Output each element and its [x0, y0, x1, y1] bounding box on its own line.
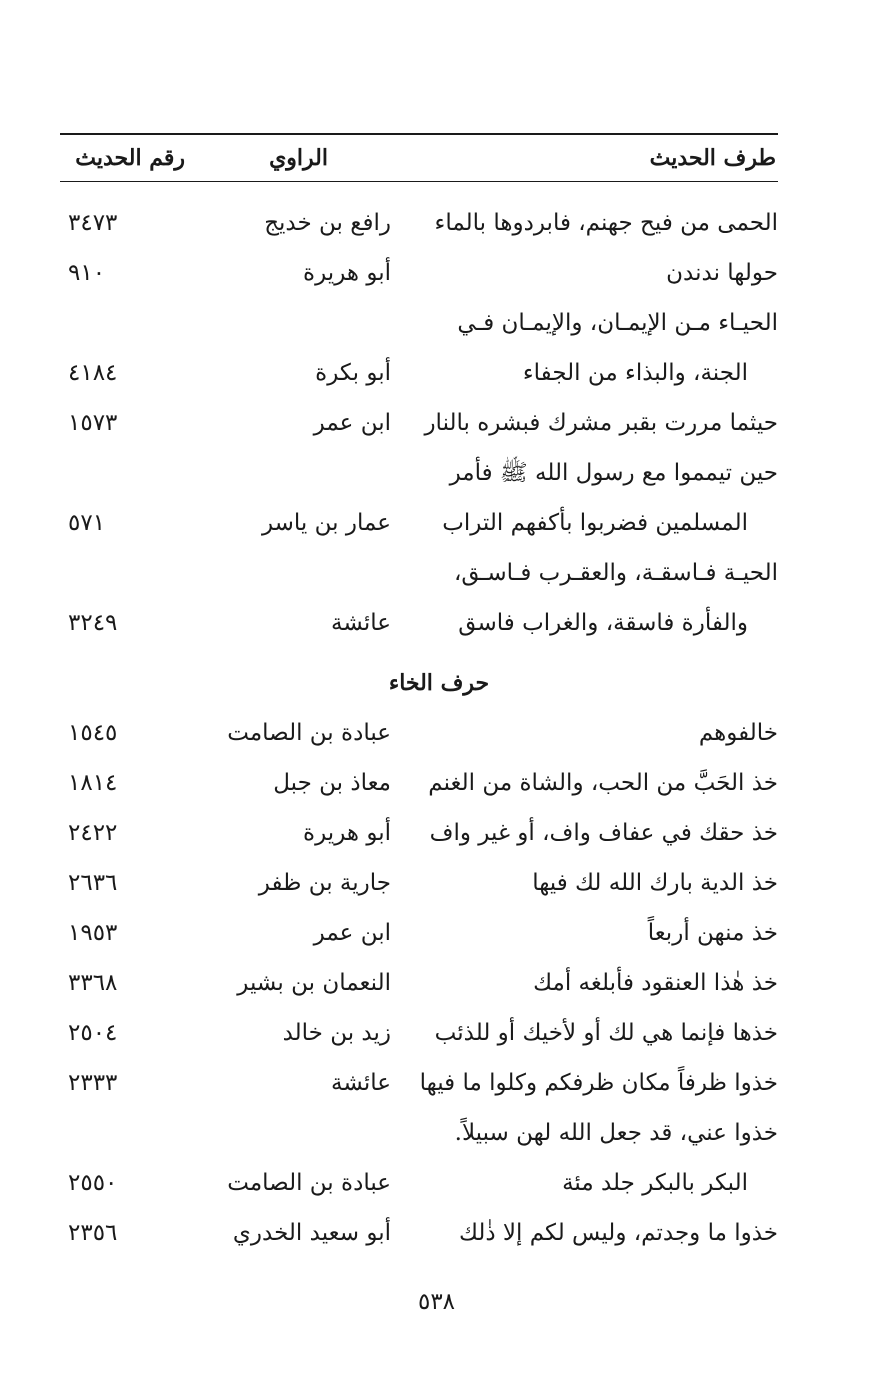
hadith-text: الحيـاء مـن الإيمـان، والإيمـان فـي — [457, 310, 778, 336]
narrator: أبو هريرة — [303, 820, 391, 846]
hadith-number: ١٩٥٣ — [68, 920, 118, 946]
index-row — [60, 403, 778, 443]
index-row — [60, 1113, 778, 1153]
hadith-text: خذوا عني، قد جعل الله لهن سبيلاً. — [454, 1120, 778, 1146]
index-row — [60, 913, 778, 953]
narrator: جارية بن ظفر — [258, 870, 391, 896]
index-row — [60, 353, 778, 393]
hadith-text: خذ حقك في عفاف واف، أو غير واف — [429, 820, 778, 846]
hadith-number: ٢٦٣٦ — [68, 870, 118, 896]
hadith-text: خذ منهن أربعاً — [647, 920, 778, 946]
hadith-text: خذوا ظرفاً مكان ظرفكم وكلوا ما فيها — [419, 1070, 778, 1096]
hadith-number: ٢٤٢٢ — [68, 820, 118, 846]
index-row — [60, 203, 778, 243]
index-row — [60, 863, 778, 903]
index-row — [60, 963, 778, 1003]
hadith-text: خذ الحَبَّ من الحب، والشاة من الغنم — [428, 770, 778, 796]
index-row — [60, 303, 778, 343]
hadith-text: حيثما مررت بقبر مشرك فبشره بالنار — [424, 410, 778, 436]
narrator: عائشة — [331, 1070, 391, 1096]
index-row — [60, 1013, 778, 1053]
hadith-text-continued: البكر بالبكر جلد مئة — [562, 1170, 748, 1196]
hadith-number: ١٨١٤ — [68, 770, 118, 796]
narrator: أبو هريرة — [303, 260, 391, 286]
hadith-text-continued: المسلمين فضربوا بأكفهم التراب — [442, 510, 748, 536]
narrator: عبادة بن الصامت — [227, 1170, 391, 1196]
hadith-number: ١٥٧٣ — [68, 410, 118, 436]
hadith-text-continued: الجنة، والبذاء من الجفاء — [522, 360, 748, 386]
hadith-text: حين تيمموا مع رسول الله ﷺ فأمر — [449, 460, 778, 486]
index-row — [60, 553, 778, 593]
index-row — [60, 713, 778, 753]
column-header-hadith-text: طرف الحديث — [649, 145, 776, 171]
hadith-text: الحمى من فيح جهنم، فابردوها بالماء — [434, 210, 778, 236]
narrator: رافع بن خديج — [264, 210, 391, 236]
header-top-rule — [60, 133, 778, 135]
hadith-number: ٥٧١ — [68, 510, 106, 536]
section-title: حرف الخاء — [388, 670, 490, 696]
hadith-text: حولها ندندن — [666, 260, 778, 286]
index-row — [60, 253, 778, 293]
narrator: النعمان بن بشير — [237, 970, 391, 996]
hadith-number: ٤١٨٤ — [68, 360, 118, 386]
hadith-text: خذ الدية بارك الله لك فيها — [532, 870, 778, 896]
index-row — [60, 1163, 778, 1203]
hadith-number: ٣٤٧٣ — [68, 210, 118, 236]
section-heading — [60, 663, 778, 703]
header-bottom-rule — [60, 181, 778, 182]
narrator: عائشة — [331, 610, 391, 636]
index-row — [60, 1213, 778, 1253]
hadith-text: الحيـة فـاسقـة، والعقـرب فـاسـق، — [454, 560, 778, 586]
narrator: أبو بكرة — [315, 360, 391, 386]
narrator: ابن عمر — [313, 410, 391, 436]
hadith-number: ٢٣٣٣ — [68, 1070, 118, 1096]
narrator: عبادة بن الصامت — [227, 720, 391, 746]
column-header-hadith-number: رقم الحديث — [75, 145, 185, 171]
index-row — [60, 503, 778, 543]
index-row — [60, 603, 778, 643]
narrator: أبو سعيد الخدري — [232, 1220, 391, 1246]
index-row — [60, 453, 778, 493]
narrator: زيد بن خالد — [282, 1020, 391, 1046]
index-row — [60, 763, 778, 803]
narrator: معاذ بن جبل — [273, 770, 391, 796]
hadith-number: ١٥٤٥ — [68, 720, 118, 746]
hadith-text: خالفوهم — [698, 720, 778, 746]
page-number: ٥٣٨ — [417, 1289, 456, 1315]
hadith-number: ٩١٠ — [68, 260, 106, 286]
hadith-number: ٢٣٥٦ — [68, 1220, 118, 1246]
hadith-text: خذ هٰذا العنقود فأبلغه أمك — [533, 970, 778, 996]
index-row — [60, 1063, 778, 1103]
narrator: عمار بن ياسر — [261, 510, 391, 536]
hadith-number: ٢٥٠٤ — [68, 1020, 118, 1046]
hadith-text: خذوا ما وجدتم، وليس لكم إلا ذٰلك — [458, 1220, 778, 1246]
hadith-text-continued: والفأرة فاسقة، والغراب فاسق — [458, 610, 748, 636]
hadith-number: ٢٥٥٠ — [68, 1170, 118, 1196]
index-row — [60, 813, 778, 853]
hadith-number: ٣٢٤٩ — [68, 610, 118, 636]
narrator: ابن عمر — [313, 920, 391, 946]
column-header-narrator: الراوي — [269, 145, 328, 171]
hadith-text: خذها فإنما هي لك أو لأخيك أو للذئب — [434, 1020, 778, 1046]
hadith-number: ٣٣٦٨ — [68, 970, 118, 996]
